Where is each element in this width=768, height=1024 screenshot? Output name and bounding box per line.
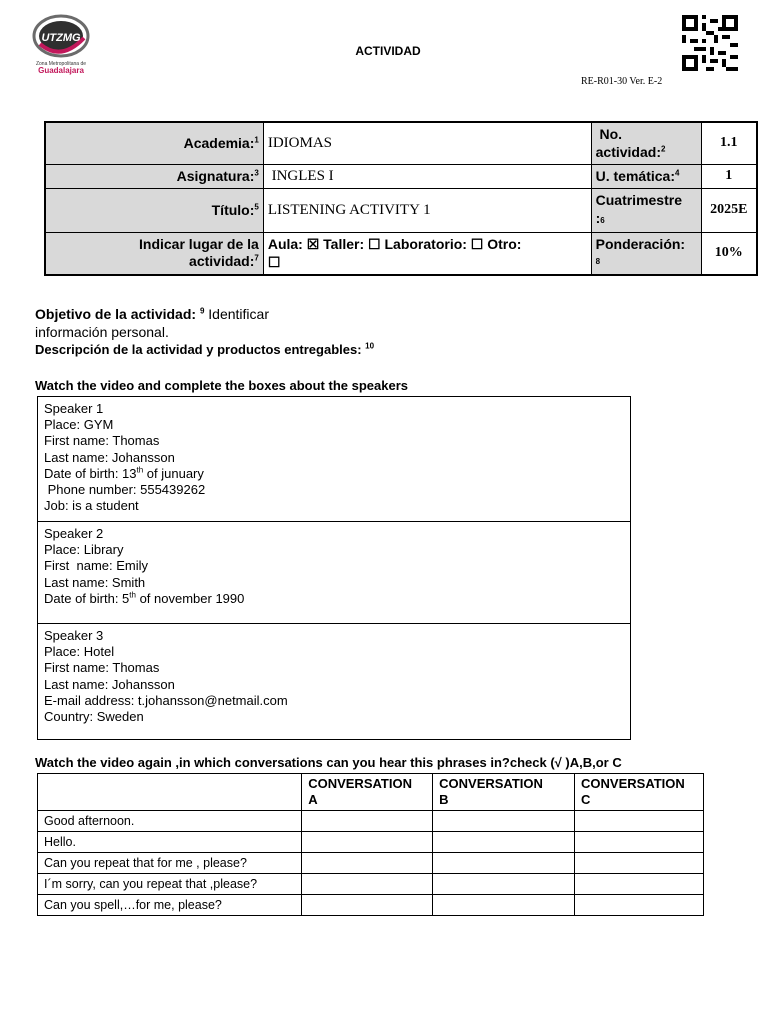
check-cell-b[interactable] [433,853,575,874]
logo-text: UTZMG [41,32,81,44]
lugar-label: Indicar lugar de la actividad:$^7$ [45,232,263,275]
check-cell-b[interactable] [433,874,575,895]
speaker-box[interactable]: Speaker 2 Place: Library First name: Emily Last name: Smith Date of birth: 5th of november 1990 [38,522,630,624]
academia-value: IDIOMAS [263,122,591,164]
lugar-options[interactable]: Aula: ☒ Taller: ☐ Laboratorio: ☐ Otro: ☐ [263,232,591,275]
check-cell-c[interactable] [575,853,704,874]
table-header-conversation-b: CONVERSATION B [433,774,575,811]
logo-caption-city: Guadalajara [38,66,84,75]
qr-code-icon [682,14,738,72]
check-cell-c[interactable] [575,832,704,853]
phrase-cell: I´m sorry, can you repeat that ,please? [38,874,302,895]
phrase-cell: Can you repeat that for me , please? [38,853,302,874]
titulo-label: Título:$^5$ [45,188,263,232]
no-actividad-value: 1.1 [701,122,757,164]
u-tematica-value: 1 [701,164,757,188]
check-cell-a[interactable] [302,853,433,874]
titulo-value: LISTENING ACTIVITY 1 [263,188,591,232]
phrase-cell: Good afternoon. [38,811,302,832]
ponderacion-value: 10% [701,232,757,275]
check-cell-a[interactable] [302,895,433,916]
asignatura-label: Asignatura:$^3$ [45,164,263,188]
speaker-box[interactable]: Speaker 1 Place: GYM First name: Thomas Last name: Johansson Date of birth: 13th of junuary Phone number: 555439262 Job: is a student [38,397,630,522]
phrase-cell: Hello. [38,832,302,853]
document-code: RE-R01-30 Ver. E-2 [581,76,663,87]
table-header-conversation-c: CONVERSATION C [575,774,704,811]
check-cell-b[interactable] [433,811,575,832]
check-cell-a[interactable] [302,874,433,895]
ponderacion-label: Ponderación: 8 [591,232,701,275]
exercise2-instruction: Watch the video again ,in which conversations can you hear this phrases in?check (√ )A,B,or C [35,755,622,770]
speaker-box[interactable]: Speaker 3 Place: Hotel First name: Thomas Last name: Johansson E-mail address: t.johansson@netmail.com Country: Sweden [44,628,288,725]
activity-info-table [44,121,758,276]
table-row [38,895,704,916]
speakers-boxes [37,396,631,740]
document-title: ACTIVIDAD [355,44,421,58]
cuatrimestre-value: 2025E [701,188,757,232]
cuatrimestre-label: Cuatrimestre :6 [591,188,701,232]
no-actividad-label: No. actividad:$^2$ [591,122,701,164]
check-cell-b[interactable] [433,895,575,916]
check-cell-a[interactable] [302,811,433,832]
table-header-phrase [38,774,302,811]
asignatura-value: INGLES I [263,164,591,188]
check-cell-c[interactable] [575,811,704,832]
objective-section: Objetivo de la actividad: $^9$ Identificar información personal. [35,306,269,340]
table-row [38,874,704,895]
table-row [38,832,704,853]
check-cell-c[interactable] [575,895,704,916]
table-row [38,811,704,832]
table-header-conversation-a: CONVERSATION A [302,774,433,811]
u-tematica-label: U. temática:$^4$ [591,164,701,188]
logo-caption: Zona Metropolitana de [35,61,87,67]
phrase-cell: Can you spell,…for me, please? [38,895,302,916]
description-heading: Descripción de la actividad y productos entregables: $^{10}$ [35,341,375,357]
exercise1-instruction: Watch the video and complete the boxes about the speakers [35,378,408,393]
conversation-table [37,773,704,916]
check-cell-c[interactable] [575,874,704,895]
academia-label: Academia:$^1$ [45,122,263,164]
check-cell-a[interactable] [302,832,433,853]
check-cell-b[interactable] [433,832,575,853]
table-row [38,853,704,874]
